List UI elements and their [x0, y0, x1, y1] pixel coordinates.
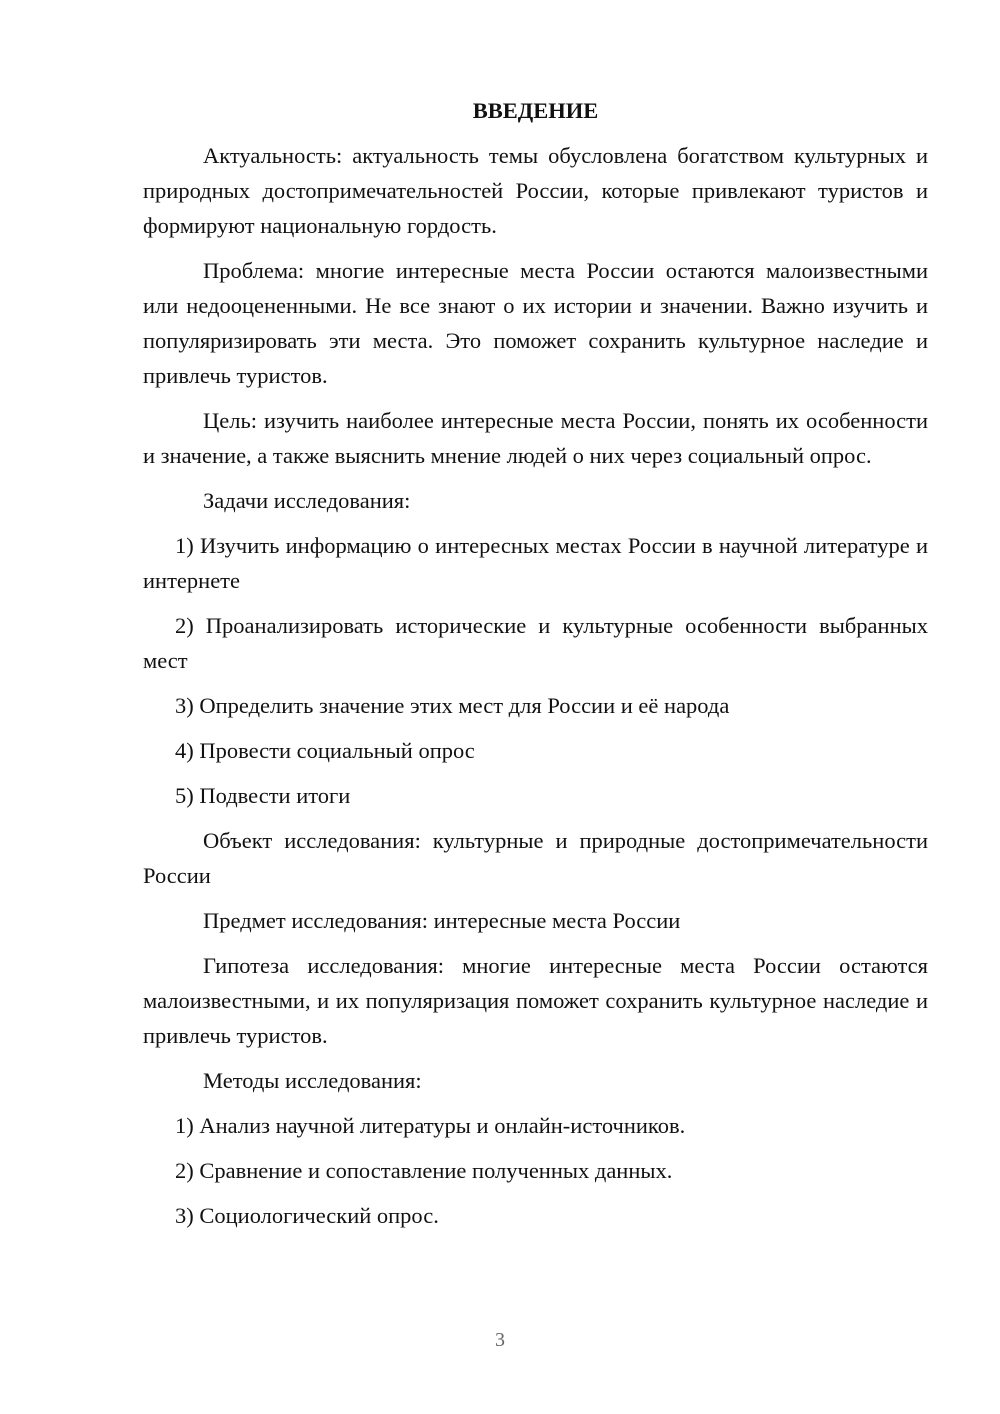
task-item: 2) Проанализировать исторические и культурные особенности выбранных мест: [143, 613, 928, 673]
page-content: [143, 93, 928, 1243]
task-item: 5) Подвести итоги: [175, 783, 351, 808]
problem-paragraph: Проблема: многие интересные места России остаются малоизвестными или недооцененными. Не все знают о их истории и значении. Важно изучить и популяризировать эти места. Это поможет сохранить культурное наследие и привлечь туристов.: [143, 258, 928, 388]
section-title: ВВЕДЕНИЕ: [472, 98, 599, 123]
task-item: 3) Определить значение этих мест для России и её народа: [175, 693, 730, 718]
object-paragraph: Объект исследования: культурные и природные достопримечательности России: [143, 828, 928, 888]
page-number: 3: [495, 1329, 505, 1351]
method-item: 2) Сравнение и сопоставление полученных данных.: [175, 1158, 673, 1183]
goal-paragraph: Цель: изучить наиболее интересные места России, понять их особенности и значение, а также выяснить мнение людей о них через социальный опрос.: [143, 408, 928, 468]
method-item: 3) Социологический опрос.: [175, 1203, 439, 1228]
tasks-heading: Задачи исследования:: [203, 488, 411, 513]
task-item: 1) Изучить информацию о интересных местах России в научной литературе и интернете: [143, 533, 928, 593]
subject-paragraph: Предмет исследования: интересные места России: [203, 908, 681, 933]
hypothesis-paragraph: Гипотеза исследования: многие интересные места России остаются малоизвестными, и их популяризация поможет сохранить культурное наследие и привлечь туристов.: [143, 953, 928, 1048]
method-item: 1) Анализ научной литературы и онлайн-источников.: [175, 1113, 686, 1138]
relevance-paragraph: Актуальность: актуальность темы обусловлена богатством культурных и природных достопримечательностей России, которые привлекают туристов и формируют национальную гордость.: [143, 143, 928, 238]
task-item: 4) Провести социальный опрос: [175, 738, 475, 763]
methods-heading: Методы исследования:: [203, 1068, 422, 1093]
